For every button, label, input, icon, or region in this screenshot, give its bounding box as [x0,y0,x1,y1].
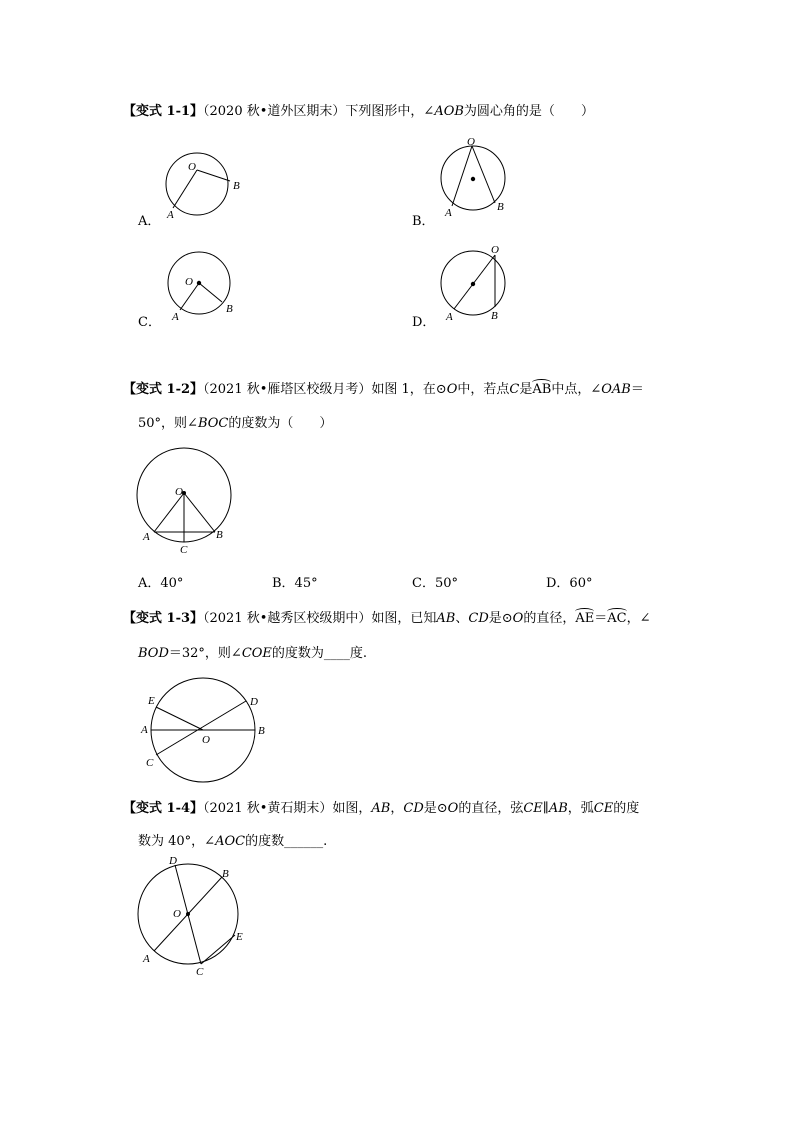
q1-angle: ∠AOB [423,104,464,119]
q4-text: 数为 40°，∠ [138,834,216,849]
q1-text: ） [580,104,594,119]
q2-source: （2021 秋•雁塔区校级月考） [203,382,372,397]
label-D: D [250,696,258,708]
q4-var: O [447,801,459,816]
q1-source: （2020 秋•道外区期末） [203,104,346,119]
label-A: A [143,531,150,543]
q3-figure [138,674,278,789]
q3-stem-line2 [138,646,367,662]
q4-tag: 【变式 1-4】 [123,801,204,816]
label-A: A [167,209,174,221]
label-A: A [445,207,452,219]
q3-stem-line1 [123,611,651,627]
q4-figure [138,852,258,982]
q4-var: AOC [215,834,246,849]
label-O: O [173,908,181,920]
label-B: B [233,180,240,192]
q4-var: CE [593,801,614,816]
q1-stem [123,104,594,120]
label-E: E [236,931,243,943]
q4-text: 如图， [332,801,372,816]
q3-arc: AC [607,611,627,626]
q2-text: 50°，则∠ [138,416,198,431]
q4-text: ， [390,801,404,816]
q4-text: ，弧 [567,801,594,816]
q1-figure-b [430,134,540,219]
label-A: A [446,311,453,323]
label-B: B [497,201,504,213]
q4-source: （2021 秋•黄石期末） [203,801,333,816]
q1-figure-c [160,250,260,325]
label-A: A [143,953,150,965]
q4-stem-line2 [138,834,327,850]
q4-text: 的直径，弦 [458,801,524,816]
q4-text: ∥ [542,801,549,816]
q1-tag: 【变式 1-1】 [123,104,204,119]
q2-stem-line2 [138,416,332,432]
q3-text: 如图，已知 [371,611,437,626]
q4-text: 的度 [613,801,640,816]
q1-option-a[interactable]: A． [138,214,161,229]
q2-choice-b[interactable]: B．45° [272,576,318,591]
label-B: B [258,725,265,737]
label-B: B [226,303,233,315]
q1-option-c[interactable]: C． [138,315,161,330]
label-O: O [491,244,499,256]
q1-option-d[interactable]: D． [412,315,436,330]
label-O: O [467,136,475,148]
q3-var: AB [436,611,456,626]
q3-text: 的直径， [523,611,576,626]
label-B: B [216,529,223,541]
q4-var: CD [403,801,424,816]
q3-text: 是⊙ [488,611,513,626]
q1-figure-a [155,148,255,223]
q3-tag: 【变式 1-3】 [123,611,204,626]
q3-arc: AE [575,611,595,626]
q2-text: 是 [519,382,533,397]
q2-choice-a[interactable]: A．40° [138,576,184,591]
label-A: A [172,311,179,323]
q2-text: 中点，∠ [551,382,602,397]
q4-var: AB [371,801,391,816]
label-C: C [180,544,188,556]
q1-text: 为圆心角的是（ [463,104,555,119]
q2-choice-d[interactable]: D．60° [546,576,593,591]
q3-var: O [512,611,524,626]
q4-var: CE [523,801,543,816]
q2-text: ＝ [630,382,644,397]
q3-text: 的度数为____度. [271,646,368,661]
q2-tag: 【变式 1-2】 [123,382,204,397]
q3-text: ，∠ [626,611,651,626]
q2-stem-line1 [123,382,644,398]
label-C: C [146,757,154,769]
label-E: E [148,695,155,707]
q4-text: 的度数______. [245,834,328,849]
label-A: A [141,724,148,736]
q4-text: 是⊙ [423,801,448,816]
q3-var: CD [468,611,489,626]
q3-text: 、 [455,611,469,626]
q2-figure [136,445,241,555]
q1-option-b[interactable]: B． [412,214,435,229]
q4-var: AB [548,801,568,816]
label-C: C [196,966,204,978]
q3-var: COE [241,646,272,661]
q2-text: 中，若点 [457,382,510,397]
q2-choice-c[interactable]: C．50° [412,576,458,591]
label-O: O [202,734,210,746]
q2-var: O [446,382,458,397]
q1-figure-d [430,238,540,323]
label-O: O [175,486,183,498]
q2-var: OAB [601,382,631,397]
label-O: O [185,276,193,288]
label-B: B [222,868,229,880]
q4-stem-line1 [123,801,639,817]
q3-source: （2021 秋•越秀区校级期中） [203,611,372,626]
label-O: O [188,161,196,173]
q2-text: 如图 1，在⊙ [371,382,447,397]
q3-text: ＝ [594,611,608,626]
label-B: B [491,310,498,322]
q2-var: C [509,382,520,397]
q2-arc: AB [532,382,552,397]
label-D: D [169,855,177,867]
q3-text: ＝32°，则∠ [168,646,242,661]
q2-var: BOC [197,416,229,431]
q2-text: 的度数为（ ） [228,416,333,431]
q3-var: BOD [138,646,169,661]
q1-text: 下列图形中， [345,104,424,119]
